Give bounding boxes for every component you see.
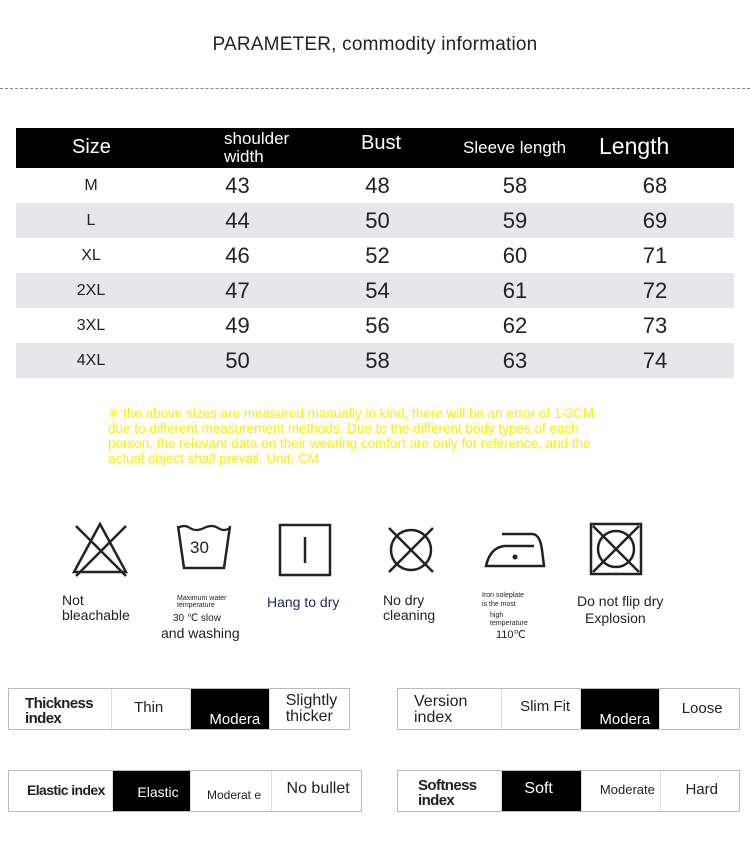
version-loose-text: Loose [681,700,723,717]
thickness-index-label [9,689,112,729]
thickness-thin-text: Thin [134,699,164,716]
version-slim-text: Slim Fit [520,698,571,715]
col-size [16,128,170,168]
care-no-tumble [588,521,644,577]
elastic-option-elastic [113,771,191,811]
measurement-cell: 47 [225,277,250,303]
col-sleeve-label: Sleeve length [463,138,567,157]
table-row [16,343,734,378]
version-option-loose [660,689,739,729]
no-tumble-dry-icon [588,521,644,577]
measurement-cell: 58 [502,172,528,198]
softness-index-label [398,771,502,811]
measurement-cell: 54 [365,277,390,303]
measurement-cell: 50 [225,347,250,373]
size-cell: XL [81,246,101,264]
measurement-cell: 56 [365,312,390,338]
measurement-cell: 60 [502,242,528,268]
table-row [16,168,734,203]
size-table [16,128,734,378]
measurement-cell: 59 [502,207,528,233]
iron-small-2: is the most [482,601,516,608]
measurement-cell: 74 [642,347,668,373]
measurement-cell: 52 [365,242,390,268]
thickness-index [8,688,350,730]
no-dry-clean-label-1: No dry [383,592,425,608]
measurement-cell: 72 [642,277,668,303]
measurement-cell: 61 [502,277,528,303]
softness-option-moderate [582,771,662,811]
version-option-moderate [581,689,659,729]
iron-small-4: temperature [490,620,528,627]
care-iron [484,530,546,572]
dashed-divider [0,88,750,89]
page-title: PARAMETER, commodity information [212,34,538,55]
table-row [16,273,734,308]
col-bust [305,128,450,168]
measurement-cell: 50 [365,207,390,233]
thickness-moderate-text: Modera [209,711,261,728]
wash-label-1: 30 ℃ slow [173,613,221,624]
col-length [580,128,730,168]
care-no-bleach [70,520,130,578]
measurement-cell: 73 [642,312,668,338]
no-bleach-icon [70,520,130,578]
elastic-elastic-text: Elastic [137,784,179,800]
version-index-label [398,689,502,729]
size-cell: M [84,176,98,194]
size-cell: 3XL [76,316,106,334]
thickness-option-moderate [191,689,269,729]
size-cell: 2XL [76,281,106,299]
measurement-cell: 68 [642,172,668,198]
wash-small-1: Maximum water [177,595,227,602]
measurement-cell: 43 [225,172,250,198]
table-row [16,238,734,273]
softness-option-hard [661,771,739,811]
elastic-index [8,770,362,812]
elastic-label-text: Elastic index [27,782,105,798]
version-option-slim [502,689,581,729]
thickness-label-text: Thickness index [25,695,93,727]
size-table-header [16,128,734,168]
thickness-option-thicker [270,689,349,729]
measurement-cell: 62 [502,312,528,338]
softness-hard-text: Hard [685,781,718,798]
wash-tub-number: 30 [190,538,209,557]
softness-soft-text: Soft [524,780,553,797]
no-dry-clean-icon [385,524,437,576]
measurement-cell: 48 [365,172,390,198]
col-size-label: Size [72,136,111,158]
no-bleach-label-2: bleachable [62,607,130,623]
elastic-index-label [9,771,113,811]
softness-moderate-text: Moderate [599,782,655,797]
version-label-text: Version index [414,693,468,726]
size-cell: 4XL [76,351,106,369]
hang-dry-icon [278,523,332,577]
softness-label-text: Softness index [418,777,477,809]
measurement-cell: 46 [225,242,250,268]
measurement-cell: 69 [642,207,668,233]
measurement-cell: 71 [642,242,668,268]
thickness-thicker-text: Slightly thicker [285,692,338,725]
no-tumble-label-1: Do not flip dry [577,593,664,609]
elastic-option-nobullet [272,771,361,811]
version-moderate-text: Modera [599,711,651,728]
softness-option-soft [502,771,582,811]
elastic-moderate-text: Moderat e [206,788,261,802]
care-no-dry-clean [385,524,437,576]
no-tumble-label-2: Explosion [585,610,646,626]
no-dry-clean-label-2: cleaning [383,607,436,623]
iron-small-1: Iron soleplate [482,592,525,599]
measurement-cell: 44 [225,207,250,233]
table-row [16,203,734,238]
measurement-cell: 49 [225,312,250,338]
iron-temp: 110℃ [496,629,526,641]
wash-label-2: and washing [161,625,240,641]
elastic-option-moderate [191,771,272,811]
wash-small-2: temperature [177,602,215,609]
size-note: ※ the above sizes are measured manually in kind, there will be an error of 1-3CM due to different measurement methods. Due to the different body types of each person, the relevant data on their wearing comfort are only for reference, and the actual object shall prevail. Unit: CM [108,406,595,466]
size-cell: L [86,211,96,229]
col-length-label: Length [599,133,670,159]
measurement-cell: 58 [365,347,390,373]
version-index [397,688,740,730]
elastic-nobullet-text: No bullet [286,780,350,797]
iron-small-3: high [490,612,504,619]
col-bust-label: Bust [361,132,402,154]
no-bleach-label-1: Not [62,592,84,608]
col-shoulder [170,128,305,168]
measurement-cell: 63 [502,347,528,373]
softness-index [397,770,740,812]
care-hang [278,523,332,577]
thickness-option-thin [112,689,191,729]
iron-icon [484,530,546,572]
col-shoulder-label: shoulder width [224,129,290,166]
col-sleeve [450,128,580,168]
table-row [16,308,734,343]
hang-dry-label: Hang to dry [267,594,340,610]
